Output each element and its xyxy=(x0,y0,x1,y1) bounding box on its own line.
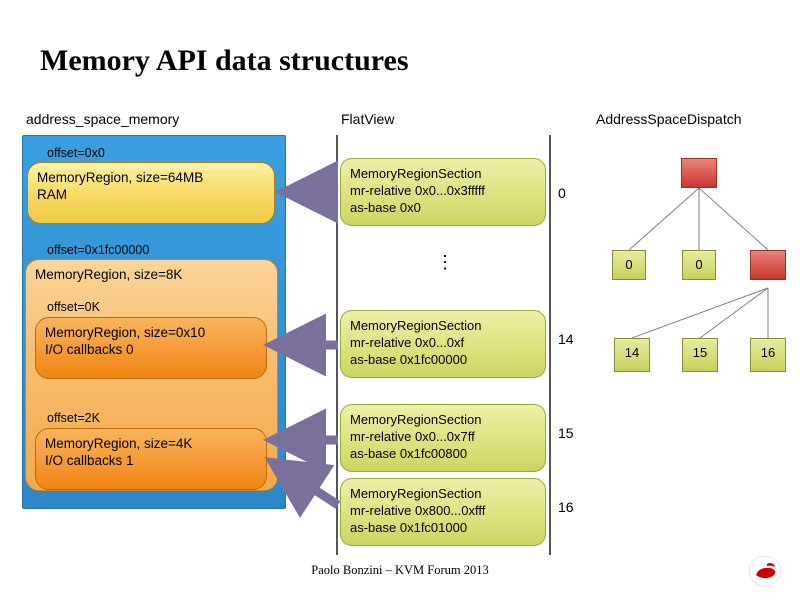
mrs-0-mr-relative: mr-relative 0x0...0x3fffff xyxy=(350,183,485,199)
mrs-0-title: MemoryRegionSection xyxy=(350,166,482,181)
memory-region-io-0-line1: MemoryRegion, size=0x10 xyxy=(45,325,206,340)
memory-region-section-15[interactable] xyxy=(340,404,546,472)
mrs-16-title: MemoryRegionSection xyxy=(350,486,482,501)
memory-region-ram[interactable] xyxy=(27,162,275,224)
memory-region-section-0[interactable] xyxy=(340,158,546,226)
mrs-15-mr-relative: mr-relative 0x0...0x7ff xyxy=(350,429,475,445)
dispatch-node-branch[interactable] xyxy=(750,250,786,280)
memory-region-io-1[interactable] xyxy=(35,428,267,490)
offset-label-1fc00000: offset=0x1fc00000 xyxy=(47,243,150,257)
offset-label-2k: offset=2K xyxy=(47,411,100,425)
red-hat-logo-icon xyxy=(748,554,782,588)
memory-region-io-0[interactable] xyxy=(35,317,267,379)
dispatch-node-0-a[interactable]: 0 xyxy=(612,250,646,280)
memory-region-io-0-line2: I/O callbacks 0 xyxy=(45,341,134,357)
mrs-0-index: 0 xyxy=(558,185,566,201)
mrs-14-mr-relative: mr-relative 0x0...0xf xyxy=(350,335,465,351)
mrs-16-as-base: as-base 0x1fc01000 xyxy=(350,520,468,536)
dispatch-node-root[interactable] xyxy=(681,158,717,188)
mrs-16-mr-relative: mr-relative 0x800...0xfff xyxy=(350,503,486,519)
mrs-14-index: 14 xyxy=(558,331,574,347)
dispatch-node-16[interactable]: 16 xyxy=(750,338,786,372)
mrs-15-index: 15 xyxy=(558,425,574,441)
mrs-15-title: MemoryRegionSection xyxy=(350,412,482,427)
page-title: Memory API data structures xyxy=(40,44,409,77)
mrs-0-as-base: as-base 0x0 xyxy=(350,200,421,216)
dispatch-node-0-b[interactable]: 0 xyxy=(682,250,716,280)
offset-label-0k: offset=0K xyxy=(47,300,100,314)
offset-label-0: offset=0x0 xyxy=(47,146,105,160)
mrs-14-as-base: as-base 0x1fc00000 xyxy=(350,352,468,368)
memory-region-io-1-line2: I/O callbacks 1 xyxy=(45,452,134,468)
memory-region-section-14[interactable] xyxy=(340,310,546,378)
memory-region-section-16[interactable] xyxy=(340,478,546,546)
dispatch-node-14[interactable]: 14 xyxy=(614,338,650,372)
memory-region-io-1-line1: MemoryRegion, size=4K xyxy=(45,436,193,451)
memory-region-ram-line1: MemoryRegion, size=64MB xyxy=(37,170,204,185)
memory-region-8k-line1: MemoryRegion, size=8K xyxy=(35,267,183,282)
column-label-dispatch: AddressSpaceDispatch xyxy=(596,111,742,127)
mrs-16-index: 16 xyxy=(558,499,574,515)
flatview-ellipsis: ⋮ xyxy=(436,252,454,272)
slide-footer: Paolo Bonzini – KVM Forum 2013 xyxy=(311,563,489,577)
mrs-15-as-base: as-base 0x1fc00800 xyxy=(350,446,468,462)
column-label-address-space: address_space_memory xyxy=(26,111,180,127)
column-label-flatview: FlatView xyxy=(341,111,395,127)
memory-region-ram-line2: RAM xyxy=(37,186,67,202)
dispatch-node-15[interactable]: 15 xyxy=(682,338,718,372)
mrs-14-title: MemoryRegionSection xyxy=(350,318,482,333)
